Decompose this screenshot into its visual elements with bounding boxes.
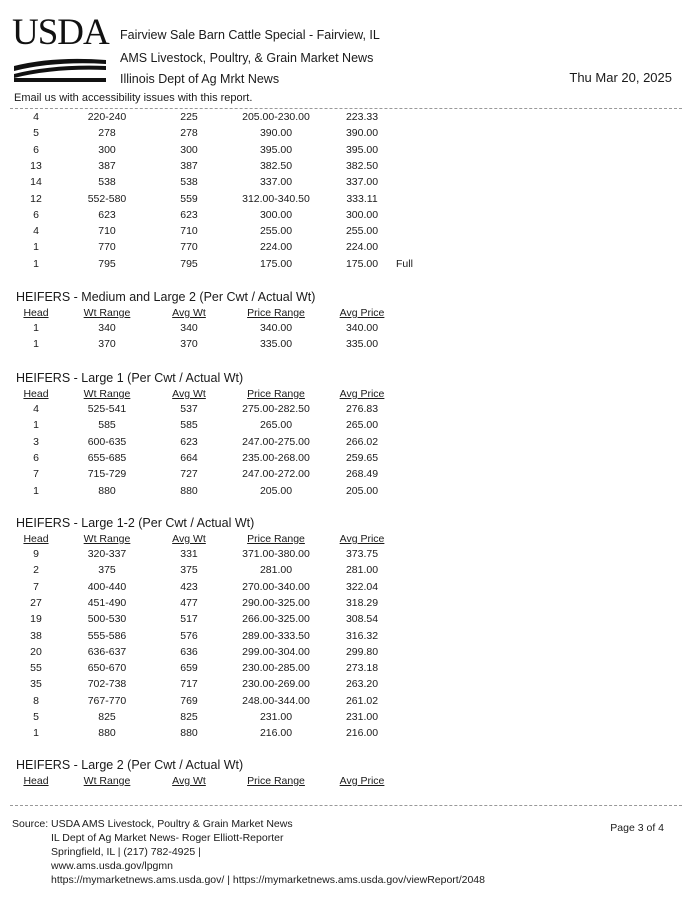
table-row-cell: 300.00 (259, 208, 293, 221)
table-row-cell: 265.00 (259, 419, 293, 432)
table-row-cell: 318.29 (345, 596, 379, 609)
table-row-cell: 259.65 (345, 451, 379, 464)
table-row-cell: 500-530 (87, 613, 127, 626)
table-row-cell: 300.00 (345, 208, 379, 221)
table-row (0, 581, 700, 597)
table-row-cell: 333.11 (346, 192, 378, 205)
table-row-cell: 702-738 (87, 678, 127, 691)
table-row-cell: 289.00-333.50 (242, 629, 310, 642)
table-row (0, 144, 700, 160)
table-row-cell: 224.00 (345, 241, 379, 254)
table-row (0, 711, 700, 727)
column-header-row-cell: Avg Wt (172, 775, 206, 787)
table-row-cell: 299.00-304.00 (242, 645, 310, 658)
column-header-row (0, 775, 700, 791)
table-row-cell: 370 (180, 338, 198, 351)
table-row-cell: 717 (180, 678, 198, 691)
table-row-cell: 175.00 (259, 257, 293, 270)
table-row (0, 193, 700, 209)
table-row-cell: 278 (180, 127, 198, 140)
source-label: Source: (12, 818, 49, 830)
report-date: Thu Mar 20, 2025 (569, 70, 672, 85)
table-row-cell: 538 (180, 176, 198, 189)
column-header-row-cell: Avg Wt (172, 307, 206, 319)
table-row-cell: 390.00 (345, 127, 379, 140)
table-row-cell: 224.00 (259, 241, 293, 254)
table-row-cell: 538 (98, 176, 116, 189)
source-link[interactable]: www.ams.usda.gov/lpgmn (51, 860, 173, 872)
column-header-row-cell: Wt Range (83, 533, 131, 545)
table-row-cell: 12 (30, 192, 42, 205)
accessibility-link[interactable]: Email us with accessibility issues with this report. (14, 92, 253, 104)
table-row-cell: 340.00 (259, 322, 293, 334)
table-row (0, 436, 700, 452)
table-row-cell: 6 (33, 451, 39, 464)
table-row-cell: 4 (33, 403, 39, 415)
table-row-cell: 55 (30, 662, 42, 675)
column-header-row-cell: Avg Price (339, 775, 385, 787)
table-row-cell: 175.00 (345, 257, 379, 270)
section-title: HEIFERS - Large 2 (Per Cwt / Actual Wt) (16, 758, 244, 772)
table-row-cell: 220-240 (87, 111, 127, 123)
table-row-cell: 335.00 (345, 338, 379, 351)
table-row-cell: 770 (98, 241, 116, 254)
table-row-cell: 3 (33, 435, 39, 448)
table-row-cell: 1 (33, 419, 39, 432)
table-row (0, 468, 700, 484)
table-row-cell: 263.20 (345, 678, 379, 691)
column-header-row-cell: Price Range (247, 388, 305, 400)
table-row-cell: 255.00 (259, 225, 293, 238)
table-row-cell: 13 (30, 159, 42, 172)
table-row-cell: 19 (30, 613, 42, 626)
column-header-row-cell: Head (23, 775, 49, 787)
table-row-cell: 880 (180, 484, 198, 497)
table-row-cell: 276.83 (345, 403, 379, 415)
table-row-cell: 205.00 (259, 484, 293, 497)
table-row-cell: 223.33 (345, 111, 379, 123)
table-row-cell: 7 (33, 468, 39, 481)
table-row-cell: Full (396, 257, 413, 270)
table-row-cell: 825 (98, 711, 116, 723)
table-row-cell: 1 (33, 727, 39, 740)
table-row-cell: 395.00 (259, 143, 293, 156)
table-row (0, 338, 700, 354)
table-row-cell: 230.00-285.00 (242, 662, 310, 675)
table-row-cell: 659 (180, 662, 198, 675)
table-row-cell: 231.00 (259, 711, 293, 723)
report-dept: Illinois Dept of Ag Mrkt News (120, 72, 280, 86)
table-row (0, 160, 700, 176)
table-row-cell: 290.00-325.00 (242, 596, 310, 609)
table-row-cell: 1 (33, 257, 39, 270)
table-row-cell: 216.00 (259, 727, 293, 740)
table-row-cell: 266.00-325.00 (242, 613, 310, 626)
table-row-cell: 312.00-340.50 (242, 192, 310, 205)
table-row (0, 111, 700, 127)
table-row-cell: 340 (180, 322, 198, 334)
table-row-cell: 335.00 (259, 338, 293, 351)
table-row (0, 403, 700, 419)
table-row-cell: 337.00 (345, 176, 379, 189)
table-row-cell: 770 (180, 241, 198, 254)
table-row-cell: 636-637 (87, 645, 127, 658)
table-row-cell: 517 (180, 613, 198, 626)
table-row-cell: 230.00-269.00 (242, 678, 310, 691)
table-row-cell: 35 (30, 678, 42, 691)
table-row-cell: 795 (98, 257, 116, 270)
table-row-cell: 205.00-230.00 (242, 111, 310, 123)
column-header-row-cell: Head (23, 388, 49, 400)
table-row-cell: 9 (33, 548, 39, 560)
table-row-cell: 4 (33, 111, 39, 123)
table-row-cell: 727 (180, 468, 198, 481)
section-title: HEIFERS - Medium and Large 2 (Per Cwt / Actual Wt) (16, 290, 316, 304)
column-header-row-cell: Price Range (247, 775, 305, 787)
table-row-cell: 281.00 (345, 564, 379, 577)
table-row-cell: 5 (33, 711, 39, 723)
column-header-row-cell: Price Range (247, 533, 305, 545)
table-row-cell: 255.00 (345, 225, 379, 238)
table-row-cell: 382.50 (345, 159, 379, 172)
report-title: Fairview Sale Barn Cattle Special - Fairview, IL (120, 28, 380, 42)
table-row-cell: 247.00-275.00 (242, 435, 310, 448)
table-row-cell: 880 (98, 727, 116, 740)
table-row-cell: 216.00 (345, 727, 379, 740)
table-row-cell: 268.49 (345, 468, 379, 481)
table-row-cell: 623 (98, 208, 116, 221)
table-row-cell: 710 (180, 225, 198, 238)
table-row-cell: 266.02 (345, 435, 379, 448)
table-row-cell: 370 (98, 338, 116, 351)
column-header-row (0, 307, 700, 323)
table-row (0, 419, 700, 435)
table-row (0, 695, 700, 711)
page-number: Page 3 of 4 (610, 822, 664, 834)
table-row-cell: 767-770 (87, 694, 127, 707)
table-row-cell: 205.00 (345, 484, 379, 497)
column-header-row-cell: Avg Price (339, 307, 385, 319)
table-row-cell: 273.18 (345, 662, 379, 675)
source-line: Springfield, IL | (217) 782-4925 | (51, 846, 201, 858)
table-row (0, 322, 700, 338)
column-header-row (0, 388, 700, 404)
table-row-cell: 8 (33, 694, 39, 707)
column-header-row-cell: Price Range (247, 307, 305, 319)
table-row-cell: 710 (98, 225, 116, 238)
table-row-cell: 308.54 (345, 613, 379, 626)
table-row-cell: 477 (180, 596, 198, 609)
table-row-cell: 650-670 (87, 662, 127, 675)
table-row-cell: 337.00 (259, 176, 293, 189)
table-row-cell: 585 (98, 419, 116, 432)
table-row-cell: 795 (180, 257, 198, 270)
table-row-cell: 537 (180, 403, 198, 415)
table-row-cell: 340 (98, 322, 116, 334)
section-title: HEIFERS - Large 1-2 (Per Cwt / Actual Wt) (16, 516, 255, 530)
table-row (0, 630, 700, 646)
table-row-cell: 20 (30, 645, 42, 658)
column-header-row-cell: Wt Range (83, 388, 131, 400)
table-row-cell: 235.00-268.00 (242, 451, 310, 464)
table-row-cell: 300 (180, 143, 198, 156)
table-row-cell: 825 (180, 711, 198, 723)
table-row-cell: 390.00 (259, 127, 293, 140)
column-header-row-cell: Wt Range (83, 307, 131, 319)
table-row-cell: 400-440 (87, 580, 127, 593)
table-row-cell: 600-635 (87, 435, 127, 448)
table-row-cell: 38 (30, 629, 42, 642)
table-row (0, 176, 700, 192)
column-header-row-cell: Avg Wt (172, 388, 206, 400)
table-row-cell: 2 (33, 564, 39, 577)
table-row-cell: 225 (180, 111, 198, 123)
table-row-cell: 247.00-272.00 (242, 468, 310, 481)
table-row (0, 209, 700, 225)
table-row (0, 548, 700, 564)
table-row-cell: 7 (33, 580, 39, 593)
table-row-cell: 275.00-282.50 (242, 403, 310, 415)
table-row (0, 646, 700, 662)
table-row-cell: 373.75 (345, 548, 379, 560)
table-row-cell: 1 (33, 322, 39, 334)
table-row-cell: 299.80 (345, 645, 379, 658)
column-header-row-cell: Wt Range (83, 775, 131, 787)
table-row-cell: 265.00 (345, 419, 379, 432)
table-row (0, 241, 700, 257)
table-row-cell: 14 (30, 176, 42, 189)
table-row-cell: 395.00 (345, 143, 379, 156)
table-row-cell: 316.32 (345, 629, 379, 642)
column-header-row-cell: Avg Price (339, 388, 385, 400)
table-row-cell: 1 (33, 338, 39, 351)
table-row-cell: 4 (33, 225, 39, 238)
table-row (0, 452, 700, 468)
table-row-cell: 1 (33, 484, 39, 497)
table-row-cell: 382.50 (259, 159, 293, 172)
column-header-row-cell: Head (23, 533, 49, 545)
source-line: USDA AMS Livestock, Poultry & Grain Market News (51, 818, 293, 830)
usda-logo-graphic (14, 52, 106, 82)
table-row-cell: 585 (180, 419, 198, 432)
table-row-cell: 375 (180, 564, 198, 577)
table-row-cell: 375 (98, 564, 116, 577)
table-row-cell: 623 (180, 208, 198, 221)
table-row (0, 258, 700, 274)
table-row-cell: 880 (98, 484, 116, 497)
footer-divider (10, 805, 682, 806)
table-row-cell: 248.00-344.00 (242, 694, 310, 707)
table-row-cell: 715-729 (87, 468, 127, 481)
table-row-cell: 525-541 (87, 403, 127, 415)
column-header-row-cell: Avg Wt (172, 533, 206, 545)
table-row-cell: 423 (180, 580, 198, 593)
table-row-cell: 320-337 (87, 548, 127, 560)
column-header-row-cell: Avg Price (339, 533, 385, 545)
table-row-cell: 278 (98, 127, 116, 140)
table-row-cell: 769 (180, 694, 198, 707)
table-row-cell: 559 (180, 192, 198, 205)
header-divider (10, 108, 682, 109)
table-row-cell: 880 (180, 727, 198, 740)
table-row-cell: 281.00 (259, 564, 293, 577)
table-row-cell: 27 (30, 596, 42, 609)
table-row-cell: 231.00 (345, 711, 379, 723)
table-row-cell: 331 (180, 548, 198, 560)
table-row-cell: 664 (180, 451, 198, 464)
table-row-cell: 300 (98, 143, 116, 156)
section-title: HEIFERS - Large 1 (Per Cwt / Actual Wt) (16, 371, 244, 385)
table-row-cell: 636 (180, 645, 198, 658)
table-row-cell: 371.00-380.00 (242, 548, 310, 560)
table-row (0, 127, 700, 143)
table-row (0, 662, 700, 678)
table-row (0, 225, 700, 241)
table-row-cell: 387 (98, 159, 116, 172)
table-row-cell: 261.02 (345, 694, 379, 707)
column-header-row (0, 533, 700, 549)
table-row (0, 613, 700, 629)
report-agency: AMS Livestock, Poultry, & Grain Market News (120, 51, 374, 65)
table-row-cell: 451-490 (87, 596, 127, 609)
table-row-cell: 552-580 (87, 192, 127, 205)
column-header-row-cell: Head (23, 307, 49, 319)
table-row (0, 678, 700, 694)
table-row (0, 564, 700, 580)
table-row-cell: 1 (33, 241, 39, 254)
table-row-cell: 623 (180, 435, 198, 448)
usda-logo: USDA (12, 12, 109, 53)
source-line: IL Dept of Ag Market News- Roger Elliott-Reporter (51, 832, 284, 844)
table-row-cell: 387 (180, 159, 198, 172)
table-row (0, 727, 700, 743)
table-row-cell: 576 (180, 629, 198, 642)
table-row-cell: 340.00 (345, 322, 379, 334)
table-row-cell: 6 (33, 208, 39, 221)
table-row-cell: 5 (33, 127, 39, 140)
table-row-cell: 6 (33, 143, 39, 156)
table-row-cell: 555-586 (87, 629, 127, 642)
source-link[interactable]: https://mymarketnews.ams.usda.gov/ | https://mymarketnews.ams.usda.gov/viewReport/2048 (51, 874, 485, 886)
table-row (0, 597, 700, 613)
table-row (0, 485, 700, 501)
table-row-cell: 655-685 (87, 451, 127, 464)
table-row-cell: 270.00-340.00 (242, 580, 310, 593)
table-row-cell: 322.04 (345, 580, 379, 593)
